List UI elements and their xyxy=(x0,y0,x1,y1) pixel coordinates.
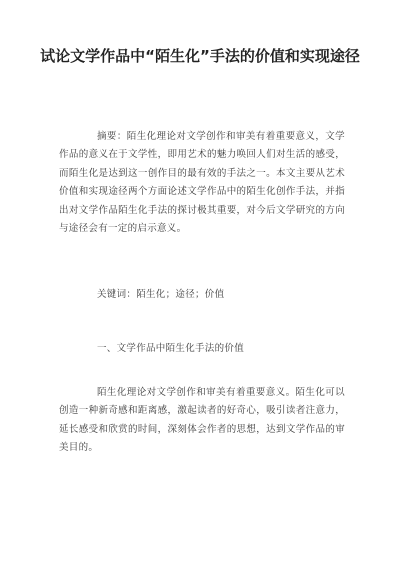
keywords-line: 关键词：陌生化；途径；价值 xyxy=(97,289,225,300)
document-title: 试论文学作品中“陌生化”手法的价值和实现途径 xyxy=(40,47,360,65)
section-heading: 一、文学作品中陌生化手法的价值 xyxy=(97,343,245,354)
abstract-paragraph: 摘要：陌生化理论对文学创作和审美有着重要意义，文学作品的意义在于文学性，即用艺术的魅力唤回人们对生活的感受，而陌生化是达到这一创作目的最有效的手法之一。本文主要从艺术价值和实现途径两个方面论述文学作品中的陌生化创作手法，并指出对文学作品陌生化手法的探讨极其重要，对今后文学研究的方向与途径会有一定的启示意义。 xyxy=(59,131,345,235)
body-paragraph: 陌生化理论对文学创作和审美有着重要意义。陌生化可以创造一种新奇感和距离感，激起读者的好奇心，吸引读者注意力，延长感受和欣赏的时间，深刻体会作者的思想，达到文学作品的审美目的。 xyxy=(59,387,345,454)
